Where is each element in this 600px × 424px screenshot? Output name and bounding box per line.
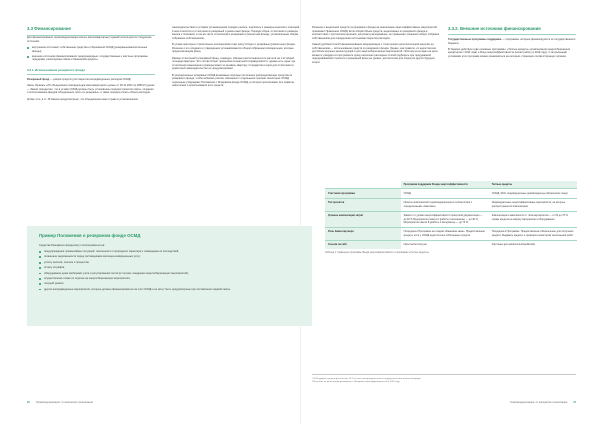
reserve-rest: — резерв средств для покрытия непредвиденных расходов ОСМД. <box>49 77 132 81</box>
table-caption: Таблица 1. Сравнение программы Фонда энергоэффективности и программы «Теплые кредиты» <box>325 252 430 255</box>
table-cell: ОСМД <box>401 189 489 199</box>
right-column-1 <box>312 26 440 67</box>
table-header-row <box>325 181 577 189</box>
table-row <box>325 227 577 240</box>
law-text: Закон Украины «Об объединении совладельцев многоквартирного дома» от 29.11.2001 № 2866-III (далее — Закон) определяет, что в уставе ОСМД должны быть установлены порядок принятия сметы, создания и использования фондов объединения, всех его резервных, а также порядок оплаты общих расходов. <box>27 83 155 95</box>
sources-list <box>27 46 155 62</box>
footnote: ² Вся работ по регистрации реализуются «Фондами энергоэффективности» в 2019 году. <box>312 380 400 383</box>
comparison-table <box>325 181 577 249</box>
table-cell: Посредник в Программе на стадиях «Банковая заем». Предоставление кредита, если у ОСМД недостаточно собственных средств <box>401 227 489 240</box>
footnotes <box>312 374 576 384</box>
list-item: оборудование дома приборами учета и регулирования тепла (в случаях, внедрении энергосберегающих мероприятий); <box>39 272 300 276</box>
gov-head: Государственные программы поддержки <box>448 37 502 41</box>
right-column-2 <box>448 26 576 61</box>
paragraph: Решение о выделении средств из резервного фонда на реализацию энергоэффективных мероприятий принимает Правление ОСМД. Если общий объем средств, выделяемых из резервного фонда в соответствии с протоколом решения, допускает расходование, не превышает снижения общих собрания собственников для определения источников покрытия расходов. <box>312 26 440 40</box>
list-item: оплату штрафов; <box>39 266 300 270</box>
intro-text: Для финансирования термомодернизации жилых (многоквартирных) зданий используются следующие источники: <box>27 36 152 43</box>
box-intro: Средства Резервного фонда могут использоваться на: <box>39 243 105 247</box>
list-item: текущий ремонт; <box>39 282 300 286</box>
row-header: Участники программы <box>325 189 401 199</box>
table-row <box>325 198 577 211</box>
table-link-cell[interactable]: http://saee.gov.ua/uk/content/teplikredity <box>489 240 577 249</box>
law-text-2: Кроме того, в ст. 16 Закона предусмотрено, что объединение имеет право в установленном <box>27 97 138 101</box>
divider <box>27 74 155 75</box>
subsection-title: 3.3.1. Использование резервного фонда <box>27 68 85 73</box>
box-title: Пример Положения о резервном фонде ОСМД <box>39 233 141 238</box>
table-header: Теплые кредиты <box>489 181 577 189</box>
row-header: Тип проектов <box>325 198 401 211</box>
table-row <box>325 189 577 199</box>
table-row <box>325 240 577 249</box>
divider <box>448 34 576 35</box>
table-cell: Индивидуальные энергоэффективные мероприятия, на которые распространяется компенсация <box>489 198 577 211</box>
table-cell: Проекты комплексной термомодернизации в соответствии с определенными «пакетами» <box>401 198 489 211</box>
comparison-table-wrap <box>325 181 577 255</box>
paragraph: В Украине действуют две основные программы: «Теплые кредиты» (компенсация энергосбережения кредиторов с 2014 года) и Фонд энергоэффективности (начал работу в 2019 году). С актуальными условиями этих программ можно ознакомиться на интернет-страницах соответствующих органов. <box>448 47 571 59</box>
list-item: уплату налогов, пошлин и процентов; <box>39 261 300 265</box>
page-number: 20 <box>27 401 30 404</box>
footnote: ¹ 2014 уровень средств для частных 10 % за счет; вклад выделенный к государственный в ипотечный кредит. <box>312 377 422 380</box>
reserve-definition <box>27 78 155 82</box>
paragraph: В уставе некоторых строительных кооперативов тоже присутствуют и резервные (ремонтные) фонды. Решение о его создании и утверждение устанавливаются общим собранием совладельцев, которые предполагающим фонд. <box>172 43 296 54</box>
footer-text: Термомодернизация: от инициатив к реализации <box>35 401 93 404</box>
list-item: другие непредвиденные мероприятия, которые должны финансироваться за счет ОСМД и не могут быть предусмотрены при составлении годовой сметы. <box>39 288 300 292</box>
table-cell: Зависит от уровня энергоэффективности проектной документации — до 40 % Мероприятия пакета А (работы и материалы) — до 40 %; Мероприятия пакета Б (работы и материалы) — до 70 %. <box>401 211 489 227</box>
row-header: Роль банка-партнера <box>325 227 401 240</box>
table-cell: Посредник в Программе. Предоставление обязательное для получения кредита. Выдавать кредиты и проводить мониторинг выполнения работ <box>489 227 577 240</box>
list-item: погашение задолженности перед поставщиками жилищно-коммунальных услуг; <box>39 255 300 259</box>
table-row <box>325 211 577 227</box>
paragraph: законодательством и уставом установленном порядке решать, подписать и размеры взносов и платежей. К ним относятся и отчисления в резервный и ремонтный фонды. Порядок сбора, отчисления и размеры взноса и платежей, а так же части отчислений в резервный и ремонтный фонды, установленные общим собранием собственников. <box>172 26 300 40</box>
list-item: осуществление плана по отделке на энергосберегающие мероприятия; <box>39 277 300 281</box>
left-column-1 <box>27 26 155 104</box>
footer-text: Термомодернизация: от инициатив к реализации <box>510 401 568 404</box>
paragraph: В упорядоченных резервных ОСМД возможные подходы постепенно распределяющие средства из резервного фонда, чтобы избежать рисков, связанных с отдельными тратами. Некоторые ОСМД отдельным утверждают Положение о Резервном фонде ОСМД, в котором прописывают все правила накопления и использования этих средств. <box>172 73 294 88</box>
section-title: 3.3 Финансирование <box>27 26 71 31</box>
reserve-lead: Резервный фонд <box>27 77 50 81</box>
gov-rest: — программы, которые финансируются из государственного бюджета. <box>448 37 576 45</box>
row-header: Ссылка на сайт <box>325 240 401 249</box>
paragraph: Размер отчислений в резервный фонд, очевидно, обязано рассчитываться из расчета на 1 м² общей площади квартиры. Это соответствует принципам социальной справедливости, однако есть одна: где отчисления повышенного размера может не вызвать квартиру. Стандартов и норм для отчисления в ремонтный законодательство не предусматривает. <box>172 56 296 71</box>
page-number: 21 <box>573 401 576 404</box>
table-cell: ОСМД, ЖСК, индивидуальные домовладельцы (физические лица) <box>489 189 577 199</box>
left-column-2 <box>172 26 300 91</box>
section-title: 3.3.2. Внешние источники финансирования <box>448 26 541 31</box>
list-item: предупреждение чрезвычайных ситуаций, техногенного и природного характера и ликвидацию их последствий; <box>39 250 300 254</box>
page-gutter <box>300 0 301 424</box>
box-list <box>39 250 300 291</box>
table-cell: Компенсация в зависимости от типа мероприятия — от 20 до 70 % суммы кредита на закупку материалов и оборудования <box>489 211 577 227</box>
table-header: Программа поддержки Фонда энергоэффективности <box>401 181 489 189</box>
list-item: внешние источники финансирования: международные, государственные и местные программы поддержки, реализуемые банки и банковские кредиты. <box>27 55 155 62</box>
left-footer <box>27 401 93 404</box>
row-header: Уровень компенсации затрат <box>325 211 401 227</box>
table-link-cell[interactable]: https://eefund.org.ua/ <box>401 240 489 249</box>
paragraph: Самый удобный способ финансирования модернизации с точки зрения дополнительной нагрузки на собственников — использование средств из резервного фонда. Однако, как правило, их недостаточно для более крупных реконструкций и для энергосберегающих мероприятий. Поэтому на сегодня на деле можно в утвердиться при ремонте сразу несколько расходных статей подбирать при продуманной поддерживаемой стратегии и резервный фонд на уровне, достаточном для покрытия других будущих затрат. <box>312 43 438 64</box>
table-header <box>325 181 401 189</box>
reserve-fund-example-box <box>27 226 312 326</box>
divider <box>27 35 155 36</box>
list-item: внутренние источники: собственные средства и сбережения ОСМД (резервные/накопительные фонды); <box>27 46 155 53</box>
gov-programs <box>448 38 576 45</box>
right-footer <box>510 401 576 404</box>
divider <box>312 374 576 375</box>
